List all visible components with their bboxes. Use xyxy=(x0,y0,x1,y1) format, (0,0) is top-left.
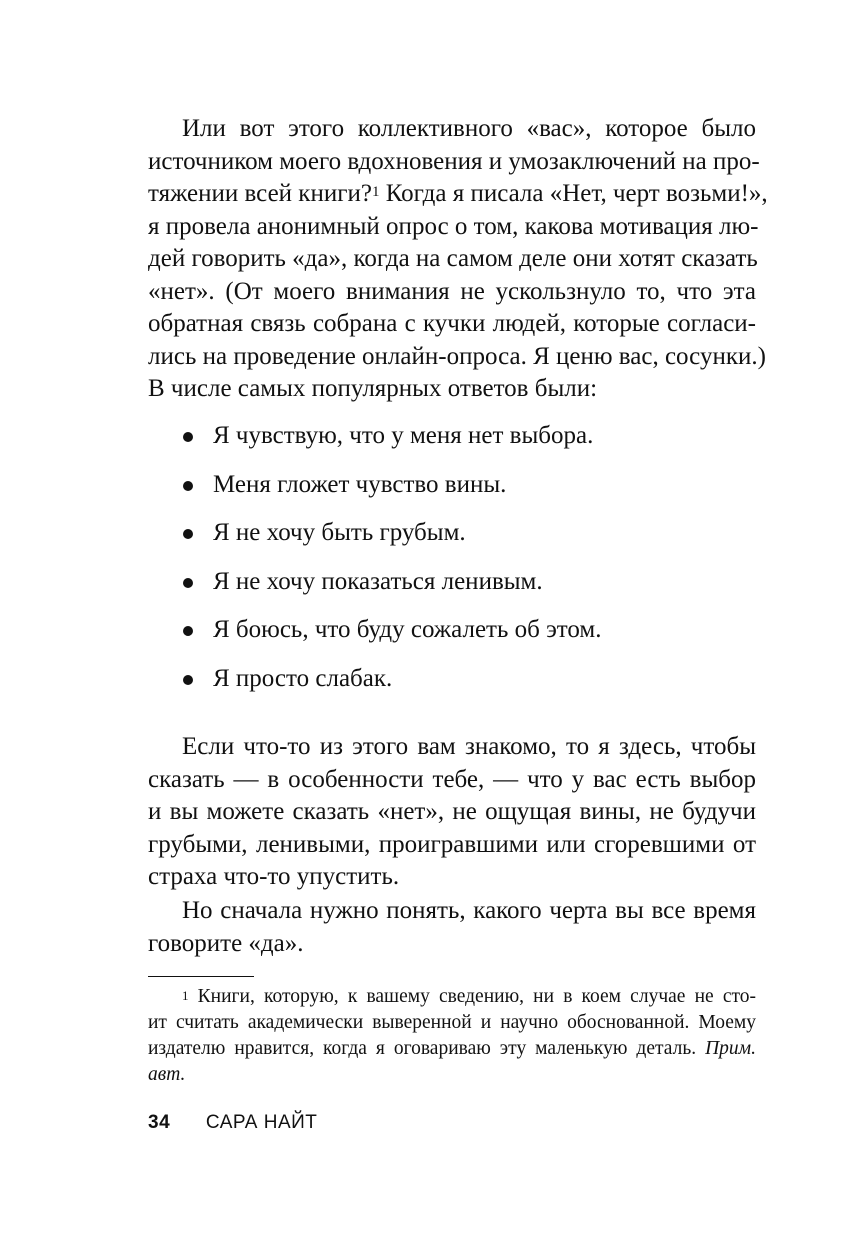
footnote-text: издателю нравится, когда я оговариваю эту маленькую деталь. xyxy=(148,1038,706,1059)
list-item xyxy=(183,517,602,566)
paragraph-line: Или вот этого коллективного «вас», которое было xyxy=(182,115,756,142)
paragraph-line: дей говорить «да», когда на самом деле они хотят сказать xyxy=(148,245,758,272)
paragraph-text: Когда я писала «Нет, черт возьми!», xyxy=(379,180,768,207)
bullet-icon xyxy=(183,578,193,588)
list-item xyxy=(183,469,602,518)
list-item-text: Я просто слабак. xyxy=(213,664,393,692)
paragraph-line: В числе самых популярных ответов были: xyxy=(148,375,598,402)
bullet-icon xyxy=(183,675,193,685)
paragraph-line: страха что-то упустить. xyxy=(148,863,400,890)
running-author: САРА НАЙТ xyxy=(205,1112,318,1133)
footnote-line xyxy=(148,984,756,1010)
paragraph-3 xyxy=(148,895,756,960)
paragraph-text: тяжении всей книги? xyxy=(148,180,372,207)
list-item-text: Я чувствую, что у меня нет выбора. xyxy=(213,422,594,449)
paragraph-line: обратная связь собрана с кучки людей, которые согласи- xyxy=(148,310,756,337)
paragraph-line: грубыми, ленивыми, проигравшими или сгоревшими от xyxy=(148,830,756,858)
page-number: 34 xyxy=(148,1112,171,1133)
paragraph-line: и вы можете сказать «нет», не ощущая вины, не будучи xyxy=(148,798,756,825)
paragraph-line: «нет». (От моего внимания не ускользнуло то, что эта xyxy=(148,277,756,305)
list-item xyxy=(183,566,602,615)
footnote-text: Книги, которую, к вашему сведению, ни в коем случае не сто- xyxy=(188,986,756,1007)
paragraph-line: источником моего вдохновения и умозаключений на про- xyxy=(148,147,760,175)
bullet-icon xyxy=(183,529,193,539)
paragraph-line: лись на проведение онлайн-опроса. Я ценю вас, сосунки.) xyxy=(148,342,766,370)
footnote-line: ит считать академически выверенной и научно обоснованной. Моему xyxy=(148,1012,756,1033)
footnote-divider xyxy=(148,976,254,977)
footnote-note-label: авт. xyxy=(148,1064,186,1085)
footnote-number: 1 xyxy=(182,988,189,1003)
list-item-text: Я не хочу быть грубым. xyxy=(213,519,466,547)
list-item-text: Меня гложет чувство вины. xyxy=(213,470,507,498)
list-item-text: Я боюсь, что буду сожалеть об этом. xyxy=(213,616,602,644)
paragraph-line: говорите «да». xyxy=(148,929,304,957)
footnote xyxy=(148,984,756,1088)
list-item xyxy=(183,663,602,712)
paragraph-1 xyxy=(148,113,768,406)
footnote-line xyxy=(148,1062,756,1088)
paragraph-line: Но сначала нужно понять, какого черта вы все время xyxy=(182,897,756,924)
paragraph-line: Если что-то из этого вам знакомо, то я здесь, чтобы xyxy=(182,733,756,760)
bullet-icon xyxy=(183,432,193,442)
paragraph-2 xyxy=(148,731,756,894)
paragraph-line: я провела анонимный опрос о том, какова мотивация лю- xyxy=(148,212,759,240)
running-footer xyxy=(148,1112,317,1134)
list-item xyxy=(183,614,602,663)
paragraph-line-with-footnote xyxy=(148,178,768,211)
footnote-line xyxy=(148,1036,756,1062)
reasons-list xyxy=(183,420,602,712)
bullet-icon xyxy=(183,626,193,636)
list-item xyxy=(183,420,602,469)
bullet-icon xyxy=(183,481,193,491)
footnote-reference: 1 xyxy=(371,184,380,200)
footnote-note-label: Прим. xyxy=(705,1038,756,1059)
paragraph-line: сказать — в особенности тебе, — что у вас есть выбор xyxy=(148,765,756,793)
list-item-text: Я не хочу показаться ленивым. xyxy=(213,567,543,595)
